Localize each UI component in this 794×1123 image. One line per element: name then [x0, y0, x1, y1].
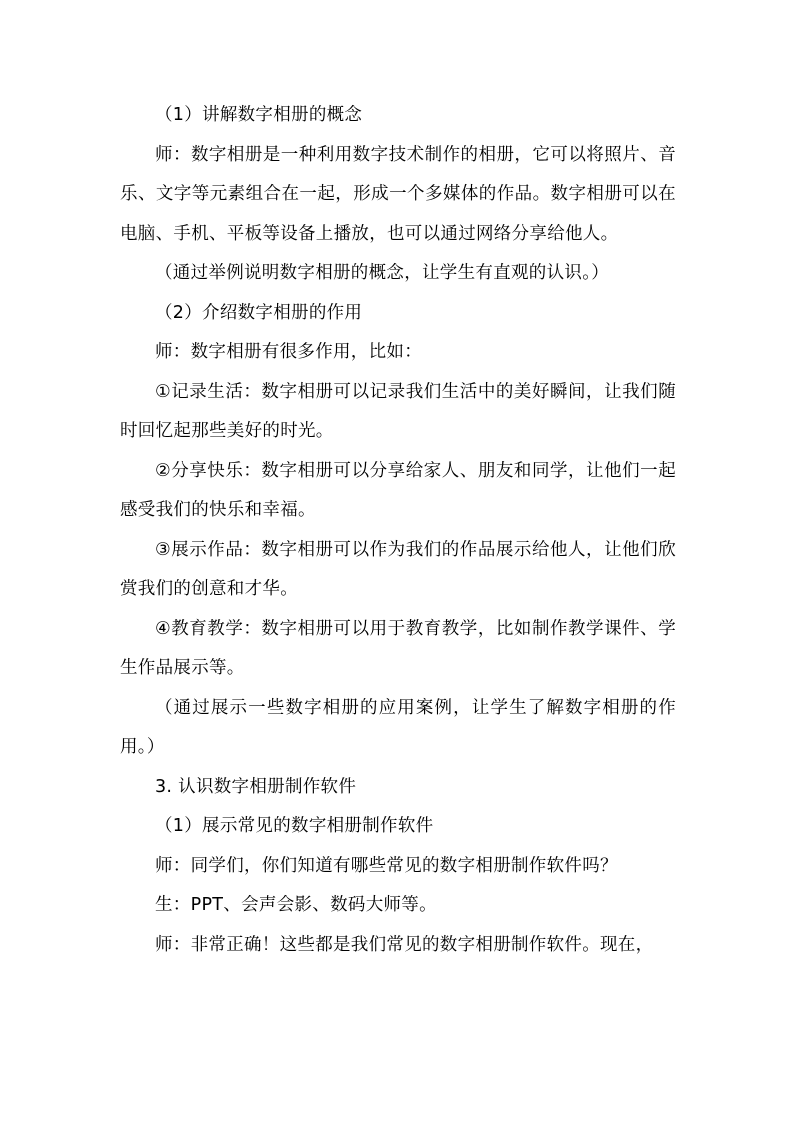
- document-body: [120, 96, 676, 965]
- teacher-definition-paragraph: 师：数字相册是一种利用数字技术制作的相册，它可以将照片、音乐、文字等元素组合在一起，形成一个多媒体的作品。数字相册可以在电脑、手机、平板等设备上播放，也可以通过网络分享给他人。: [120, 144, 676, 244]
- note-functions-cases: （通过展示一些数字相册的应用案例，让学生了解数字相册的作用。）: [120, 697, 676, 757]
- subheading-functions: （2）介绍数字相册的作用: [155, 302, 363, 323]
- section-heading-software: 3. 认识数字相册制作软件: [155, 776, 357, 797]
- teacher-confirm-software: 师：非常正确！这些都是我们常见的数字相册制作软件。现在，: [155, 934, 654, 955]
- function-item-show-works: ③展示作品：数字相册可以作为我们的作品展示给他人，让他们欣赏我们的创意和才华。: [120, 539, 676, 599]
- function-item-share-joy: ②分享快乐：数字相册可以分享给家人、朋友和同学，让他们一起感受我们的快乐和幸福。: [120, 460, 676, 520]
- function-item-education: ④教育教学：数字相册可以用于教育教学，比如制作教学课件、学生作品展示等。: [120, 618, 676, 678]
- function-item-record-life: ①记录生活：数字相册可以记录我们生活中的美好瞬间，让我们随时回忆起那些美好的时光。: [120, 381, 676, 441]
- student-answer-software: 生：PPT、会声会影、数码大师等。: [155, 895, 437, 915]
- subheading-common-software: （1）展示常见的数字相册制作软件: [155, 816, 434, 836]
- teacher-functions-intro: 师：数字相册有很多作用，比如：: [155, 342, 422, 362]
- teacher-question-software: 师：同学们，你们知道有哪些常见的数字相册制作软件吗？: [155, 855, 618, 876]
- subheading-concept: （1）讲解数字相册的概念: [155, 105, 363, 125]
- note-concept-example: （通过举例说明数字相册的概念，让学生有直观的认识。）: [155, 263, 610, 283]
